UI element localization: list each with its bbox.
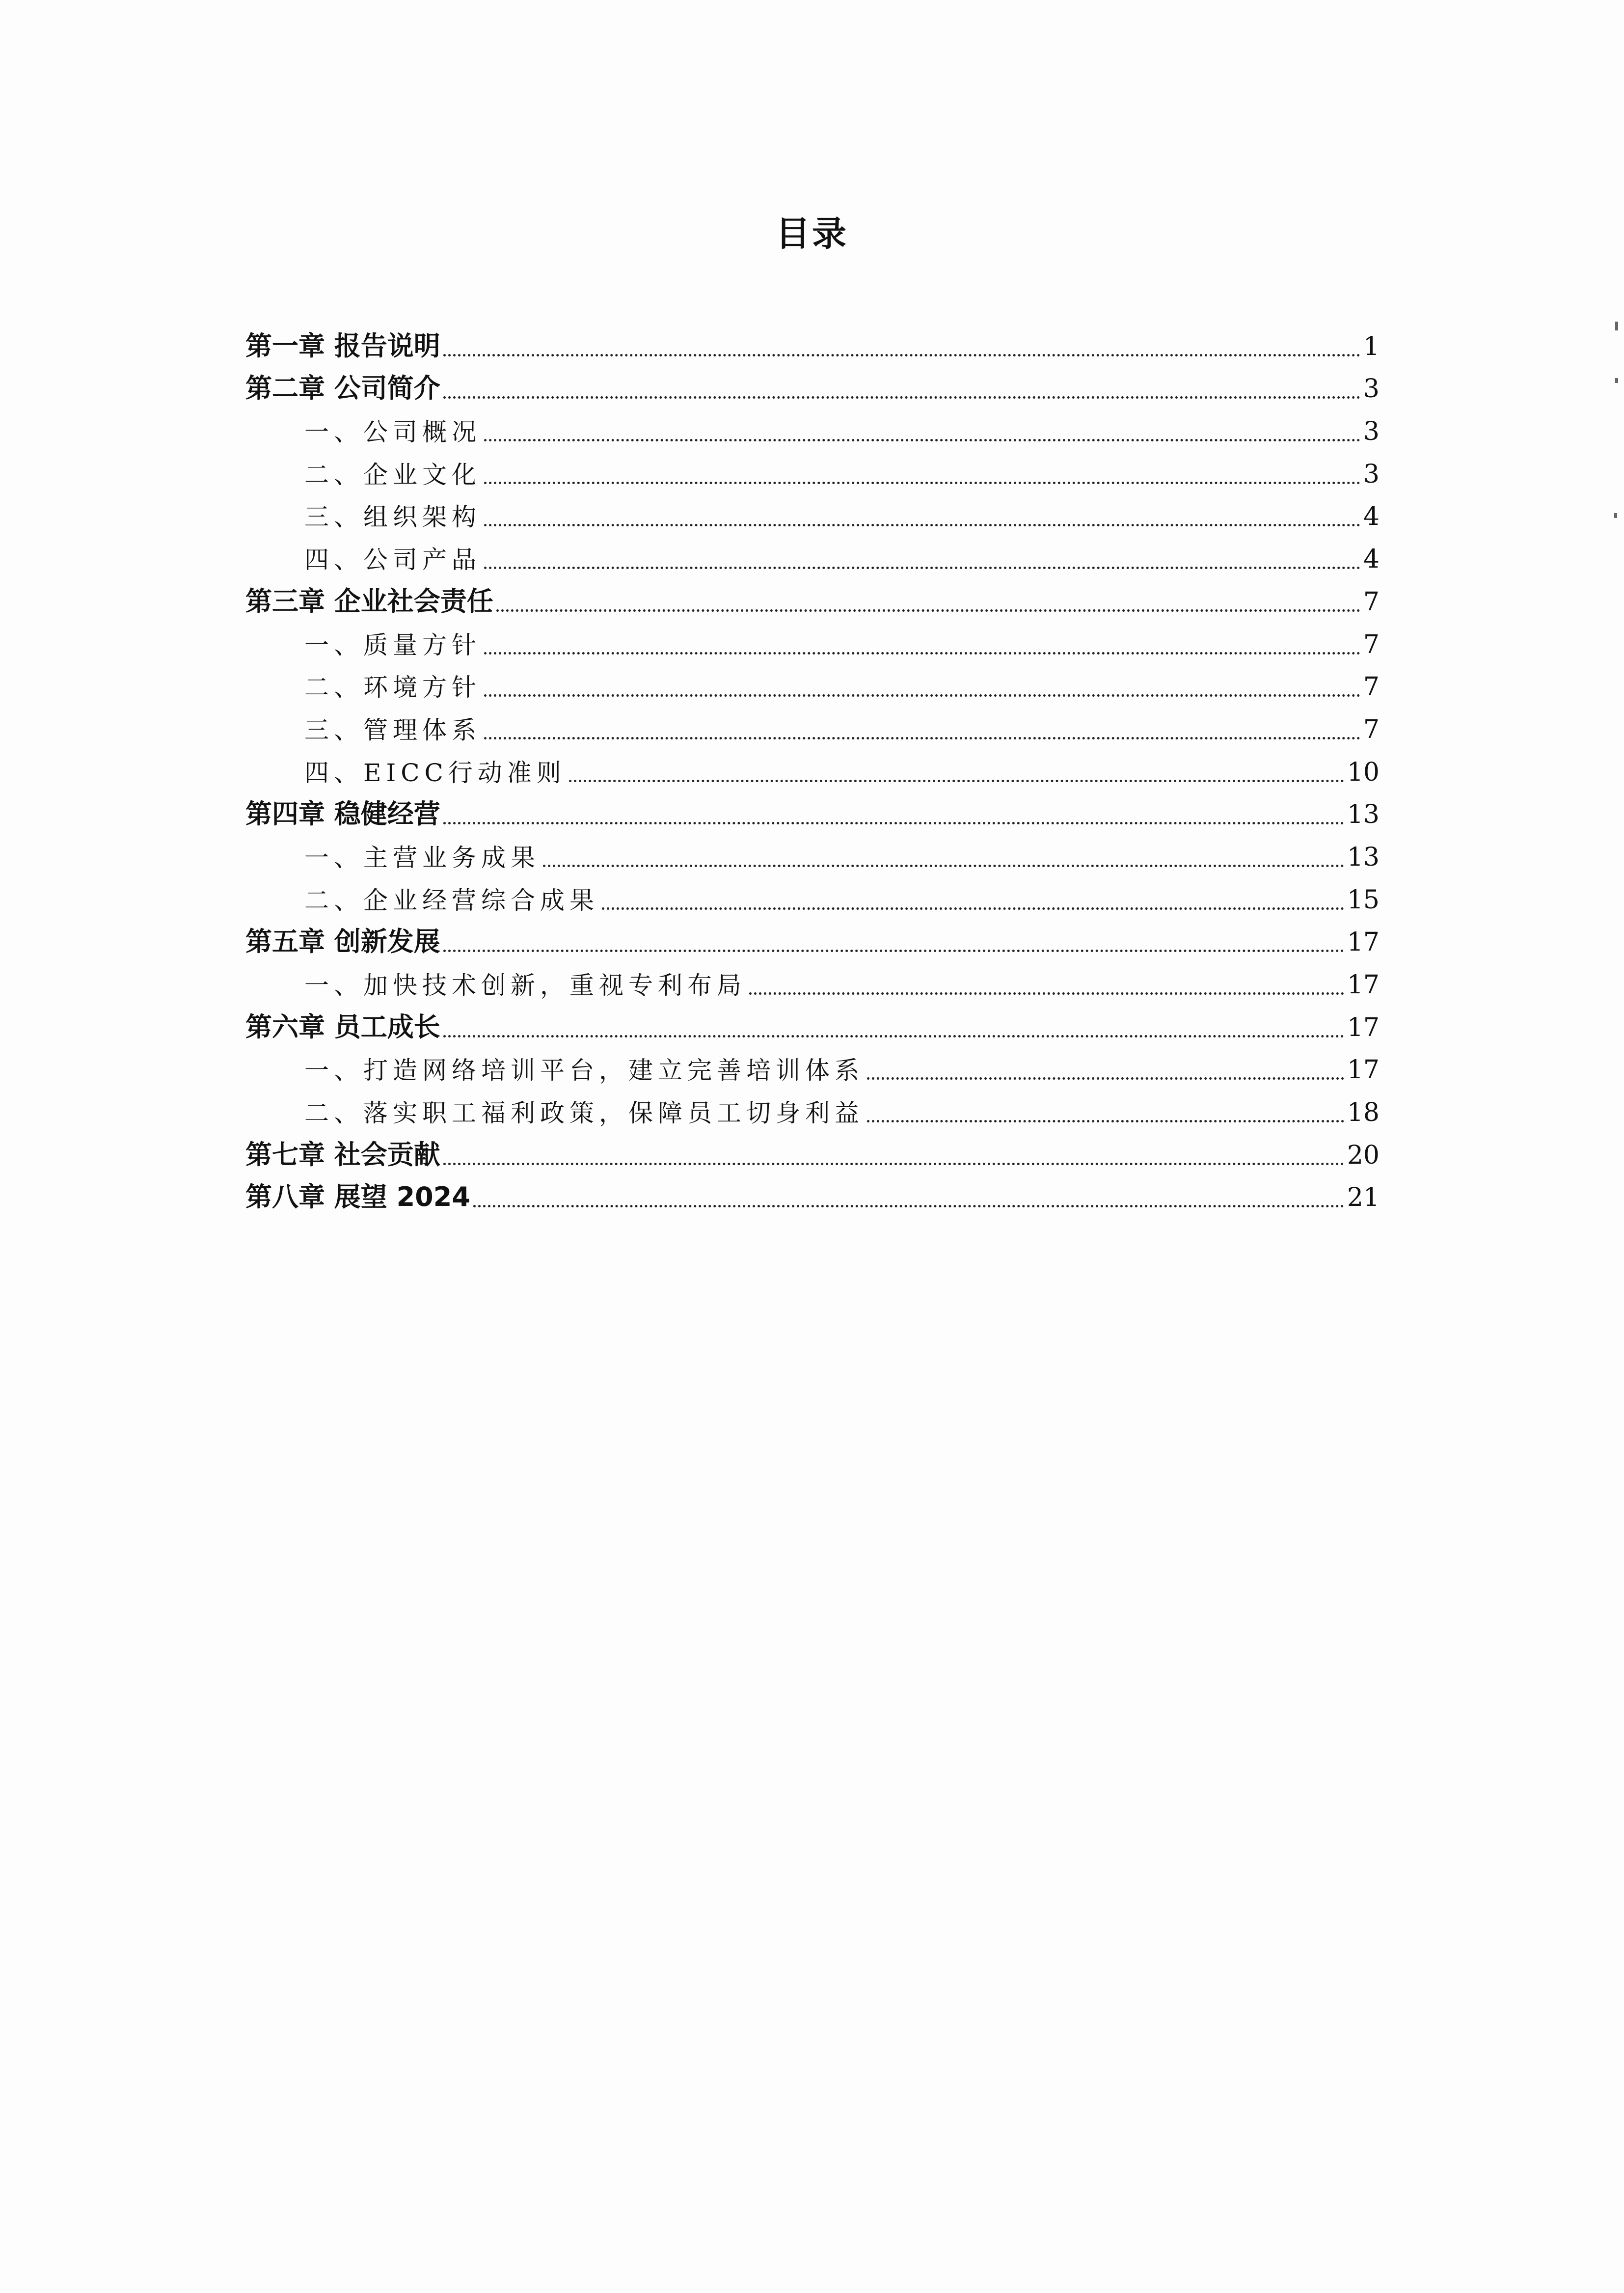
- toc-entry-label: 二、企业经营综合成果: [304, 886, 599, 915]
- scan-mark: [1614, 513, 1617, 518]
- toc-section-entry[interactable]: [245, 492, 1380, 535]
- dot-leader: [867, 1077, 1344, 1080]
- toc-entry-label: 第六章 员工成长: [245, 1011, 440, 1042]
- toc-entry-label: 一、打造网络培训平台，建立完善培训体系: [304, 1056, 864, 1085]
- toc-entry-label: 第七章 社会贡献: [245, 1139, 440, 1170]
- toc-page-number: 17: [1347, 928, 1380, 957]
- page-title: 目录: [776, 214, 848, 254]
- toc-chapter-entry[interactable]: [245, 322, 1380, 364]
- toc-page-number: 15: [1347, 885, 1380, 915]
- toc-page-number: 10: [1347, 757, 1380, 787]
- scan-mark: [1615, 378, 1618, 383]
- toc-section-entry[interactable]: [245, 449, 1380, 492]
- toc-page-number: 7: [1363, 672, 1380, 702]
- dot-leader: [484, 737, 1360, 739]
- toc-chapter-entry[interactable]: [245, 790, 1380, 833]
- toc-section-entry[interactable]: [245, 832, 1380, 875]
- toc-page-number: 4: [1363, 502, 1380, 532]
- toc-section-entry[interactable]: [245, 620, 1380, 662]
- dot-leader: [473, 1205, 1344, 1207]
- toc-entry-label: 四、公司产品: [304, 546, 481, 574]
- toc-section-entry[interactable]: [245, 960, 1380, 1003]
- toc-section-entry[interactable]: [245, 1088, 1380, 1130]
- toc-entry-label: 二、企业文化: [304, 460, 481, 489]
- toc-section-entry[interactable]: [245, 1045, 1380, 1088]
- toc-entry-label: 三、管理体系: [304, 715, 481, 744]
- dot-leader: [749, 992, 1344, 995]
- toc-entry-label: 一、公司概况: [304, 418, 481, 447]
- toc-page-number: 18: [1347, 1098, 1380, 1128]
- table-of-contents: [245, 322, 1380, 1215]
- dot-leader: [496, 609, 1360, 612]
- toc-entry-label: 一、主营业务成果: [304, 843, 540, 872]
- dot-leader: [484, 652, 1360, 655]
- dot-leader: [569, 780, 1344, 782]
- toc-entry-label: 第三章 企业社会责任: [245, 585, 493, 617]
- toc-entry-label: 第五章 创新发展: [245, 926, 440, 957]
- toc-section-entry[interactable]: [245, 534, 1380, 577]
- dot-leader: [443, 1035, 1344, 1037]
- toc-entry-label: 二、环境方针: [304, 673, 481, 702]
- toc-entry-label: 二、落实职工福利政策，保障员工切身利益: [304, 1099, 864, 1128]
- dot-leader: [484, 482, 1360, 484]
- toc-page-number: 21: [1347, 1183, 1380, 1213]
- toc-entry-label: 第四章 稳健经营: [245, 798, 440, 830]
- toc-entry-label: 一、加快技术创新，重视专利布局: [304, 971, 746, 1000]
- toc-page-number: 13: [1347, 800, 1380, 830]
- toc-page-number: 7: [1363, 587, 1380, 617]
- toc-section-entry[interactable]: [245, 875, 1380, 918]
- toc-chapter-entry[interactable]: [245, 1173, 1380, 1216]
- toc-entry-label: 一、质量方针: [304, 630, 481, 659]
- dot-leader: [443, 354, 1360, 356]
- dot-leader: [602, 907, 1344, 910]
- toc-page-number: 3: [1363, 459, 1380, 489]
- dot-leader: [484, 567, 1360, 569]
- dot-leader: [484, 439, 1360, 441]
- toc-entry-label: 三、组织架构: [304, 503, 481, 532]
- toc-page-number: 13: [1347, 842, 1380, 872]
- toc-entry-label: 第一章 报告说明: [245, 330, 440, 361]
- dot-leader: [443, 950, 1344, 952]
- dot-leader: [543, 865, 1344, 867]
- toc-entry-label: 第八章 展望 2024: [245, 1181, 470, 1213]
- toc-page-number: 4: [1363, 545, 1380, 574]
- toc-chapter-entry[interactable]: [245, 918, 1380, 960]
- toc-page-number: 3: [1363, 417, 1380, 447]
- toc-page-number: 17: [1347, 1012, 1380, 1042]
- dot-leader: [443, 1163, 1344, 1165]
- toc-page-number: 17: [1347, 1055, 1380, 1085]
- toc-page-number: 20: [1347, 1140, 1380, 1170]
- dot-leader: [867, 1120, 1344, 1122]
- toc-page-number: 7: [1363, 714, 1380, 744]
- dot-leader: [484, 524, 1360, 526]
- toc-entry-label: 四、EICC行动准则: [304, 758, 566, 787]
- toc-section-entry[interactable]: [245, 662, 1380, 705]
- scan-mark: [1615, 322, 1618, 330]
- toc-chapter-entry[interactable]: [245, 1003, 1380, 1045]
- dot-leader: [443, 822, 1344, 824]
- toc-chapter-entry[interactable]: [245, 364, 1380, 407]
- toc-page-number: 1: [1363, 331, 1380, 361]
- toc-page-number: 3: [1363, 374, 1380, 404]
- toc-section-entry[interactable]: [245, 747, 1380, 790]
- toc-chapter-entry[interactable]: [245, 577, 1380, 620]
- toc-section-entry[interactable]: [245, 407, 1380, 449]
- toc-page-number: 17: [1347, 970, 1380, 1000]
- toc-section-entry[interactable]: [245, 705, 1380, 747]
- dot-leader: [443, 396, 1360, 399]
- dot-leader: [484, 694, 1360, 697]
- toc-entry-label: 第二章 公司简介: [245, 373, 440, 404]
- toc-chapter-entry[interactable]: [245, 1130, 1380, 1173]
- toc-page-number: 7: [1363, 629, 1380, 659]
